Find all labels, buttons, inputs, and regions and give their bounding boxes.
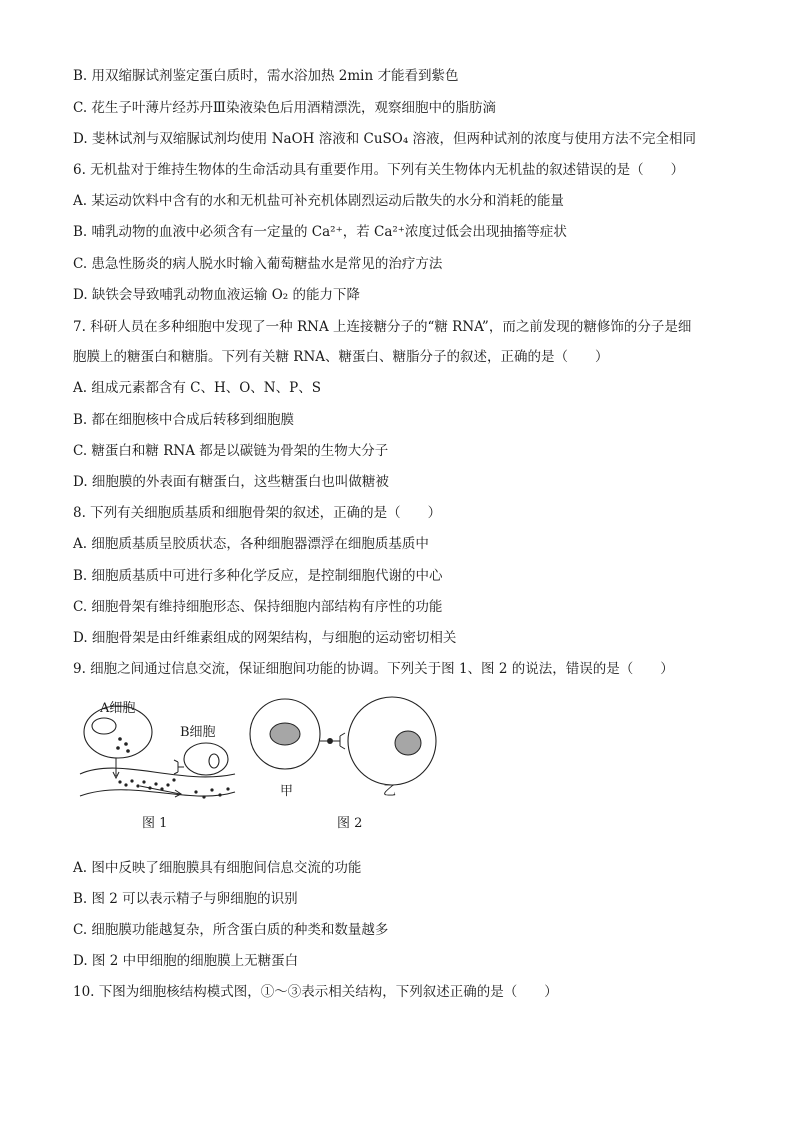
b-cell-label: B细胞 [180,725,216,740]
q8-stem: 8. 下列有关细胞质基质和细胞骨架的叙述，正确的是（ ） [73,505,442,521]
q8-option-a: A. 细胞质基质呈胶质状态，各种细胞器漂浮在细胞质基质中 [73,536,429,552]
figure-1-caption: 图 1 [142,816,168,831]
cell-jia-label: 甲 [280,784,294,799]
a-cell-nucleus [92,718,116,734]
q9-option-b: B. 图 2 可以表示精子与卵细胞的识别 [73,891,298,907]
figure-2-caption: 图 2 [337,816,363,831]
cell-yi-label: 乙 [383,784,397,799]
q6-option-c: C. 患急性肠炎的病人脱水时输入葡萄糖盐水是常见的治疗方法 [73,256,443,272]
cell-jia-nucleus [270,723,300,745]
q5-option-d: D. 斐林试剂与双缩脲试剂均使用 NaOH 溶液和 CuSO₄ 溶液，但两种试剂的浓度与使用方法不完全相同 [73,131,697,147]
q5-option-b: B. 用双缩脲试剂鉴定蛋白质时，需水浴加热 2min 才能看到紫色 [73,68,459,84]
q7-stem-line2: 胞膜上的糖蛋白和糖脂。下列有关糖 RNA、糖蛋白、糖脂分子的叙述，正确的是（ ） [73,349,609,365]
cell-yi-outline [348,697,436,785]
q6-option-b: B. 哺乳动物的血液中必须含有一定量的 Ca²⁺，若 Ca²⁺浓度过低会出现抽搐等症状 [73,224,567,240]
a-cell-label: A细胞 [100,701,136,716]
signal-molecule [327,738,333,744]
q8-option-b: B. 细胞质基质中可进行多种化学反应，是控制细胞代谢的中心 [73,568,443,584]
q9-option-a: A. 图中反映了细胞膜具有细胞间信息交流的功能 [73,860,362,876]
vessel-wall-top [80,768,235,777]
q8-option-d: D. 细胞骨架是由纤维素组成的网架结构，与细胞的运动密切相关 [73,630,457,646]
q6-stem: 6. 无机盐对于维持生物体的生命活动具有重要作用。下列有关生物体内无机盐的叙述错误的是（ ） [73,162,685,178]
q9-figure [70,694,470,844]
b-cell-outline [184,743,228,775]
q8-option-c: C. 细胞骨架有维持细胞形态、保持细胞内部结构有序性的功能 [73,599,443,615]
q9-stem: 9. 细胞之间通过信息交流，保证细胞间功能的协调。下列关于图 1、图 2 的说法，错误的是（ ） [73,661,674,677]
q7-option-b: B. 都在细胞核中合成后转移到细胞膜 [73,412,295,428]
q5-option-c: C. 花生子叶薄片经苏丹Ⅲ染液染色后用酒精漂洗，观察细胞中的脂肪滴 [73,100,496,116]
q6-option-a: A. 某运动饮料中含有的水和无机盐可补充机体剧烈运动后散失的水分和消耗的能量 [73,193,564,209]
b-cell-receptor [174,760,184,774]
q7-stem-line1: 7. 科研人员在多种细胞中发现了一种 RNA 上连接糖分子的“糖 RNA”，而之前发现的糖修饰的分子是细 [73,319,692,335]
q9-option-c: C. 细胞膜功能越复杂，所含蛋白质的种类和数量越多 [73,922,389,938]
cell-yi-nucleus [395,731,421,755]
q7-option-c: C. 糖蛋白和糖 RNA 都是以碳链为骨架的生物大分子 [73,443,389,459]
q9-option-d: D. 图 2 中甲细胞的细胞膜上无糖蛋白 [73,953,299,969]
cell-yi-receptor [333,733,345,749]
q6-option-d: D. 缺铁会导致哺乳动物血液运输 O₂ 的能力下降 [73,287,360,303]
q7-option-d: D. 细胞膜的外表面有糖蛋白，这些糖蛋白也叫做糖被 [73,474,389,490]
b-cell-nucleus [209,754,219,768]
q10-stem: 10. 下图为细胞核结构模式图，①～③表示相关结构，下列叙述正确的是（ ） [73,984,558,1000]
q7-option-a: A. 组成元素都含有 C、H、O、N、P、S [73,380,321,396]
cell-signaling-diagram [70,694,470,844]
